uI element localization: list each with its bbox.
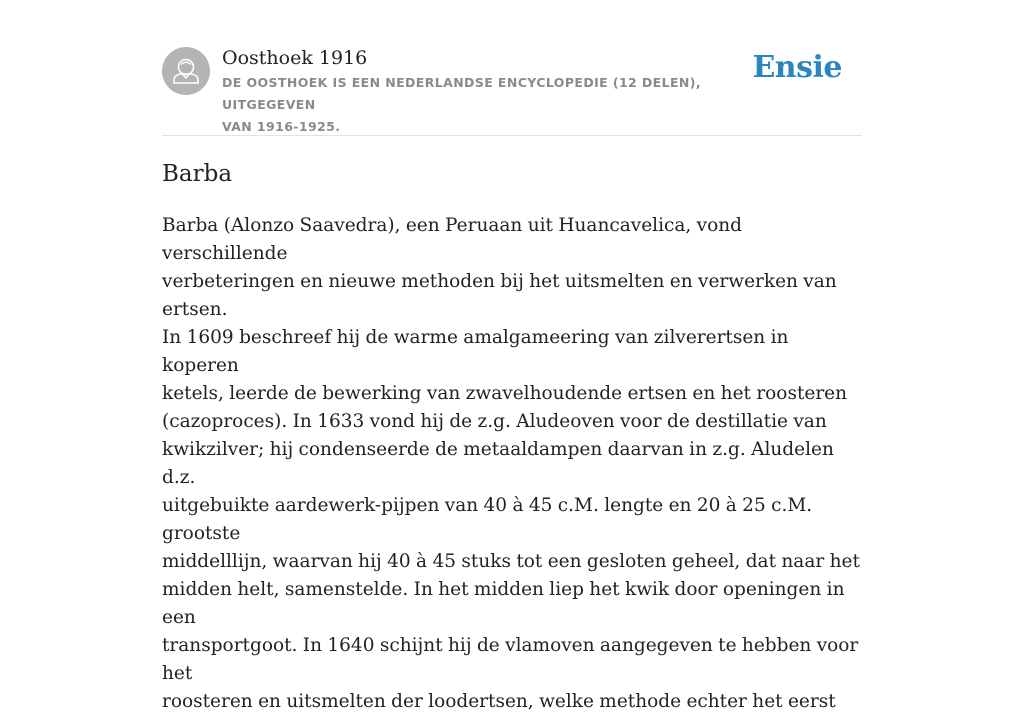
ensie-logo[interactable]: Ensie bbox=[752, 50, 842, 85]
source-title[interactable]: Oosthoek 1916 bbox=[222, 47, 368, 69]
header-divider bbox=[162, 135, 862, 136]
user-icon[interactable] bbox=[162, 47, 210, 95]
entry-title: Barba bbox=[162, 161, 233, 187]
source-description: DE OOSTHOEK IS EEN NEDERLANDSE ENCYCLOPEDIE (12 DELEN), UITGEGEVEN VAN 1916-1925. bbox=[222, 75, 702, 134]
avatar-person-glyph bbox=[162, 47, 210, 95]
source-header bbox=[162, 46, 862, 136]
entry-body: Barba (Alonzo Saavedra), een Peruaan uit Huancavelica, vond verschillende verbeteringen en nieuwe methoden bij het uitsmelten en verwerken van ertsen. In 1609 beschreef hij de warme amalgameering van zilverertsen in koperen ketels, leerde de bewerking van zwavelhoudende ertsen en het roosteren (cazoproces). In 1633 vond hij de z.g. Aludeoven voor de destillatie van kwikzilver; hij condenseerde de metaaldampen daarvan in z.g. Aludelen d.z. uitgebuikte aardewerk-pijpen van 40 à 45 c.M. lengte en 20 à 25 c.M. grootste middelllijn, waarvan hij 40 à 45 stuks tot een gesloten geheel, dat naar het midden helt, samenstelde. In het midden liep het kwik door openingen in een transportgoot. In 1640 schijnt hij de vlamoven aangegeven te hebben voor het roosteren en uitsmelten der loodertsen, welke methode echter het eerst bbox=[162, 215, 860, 712]
